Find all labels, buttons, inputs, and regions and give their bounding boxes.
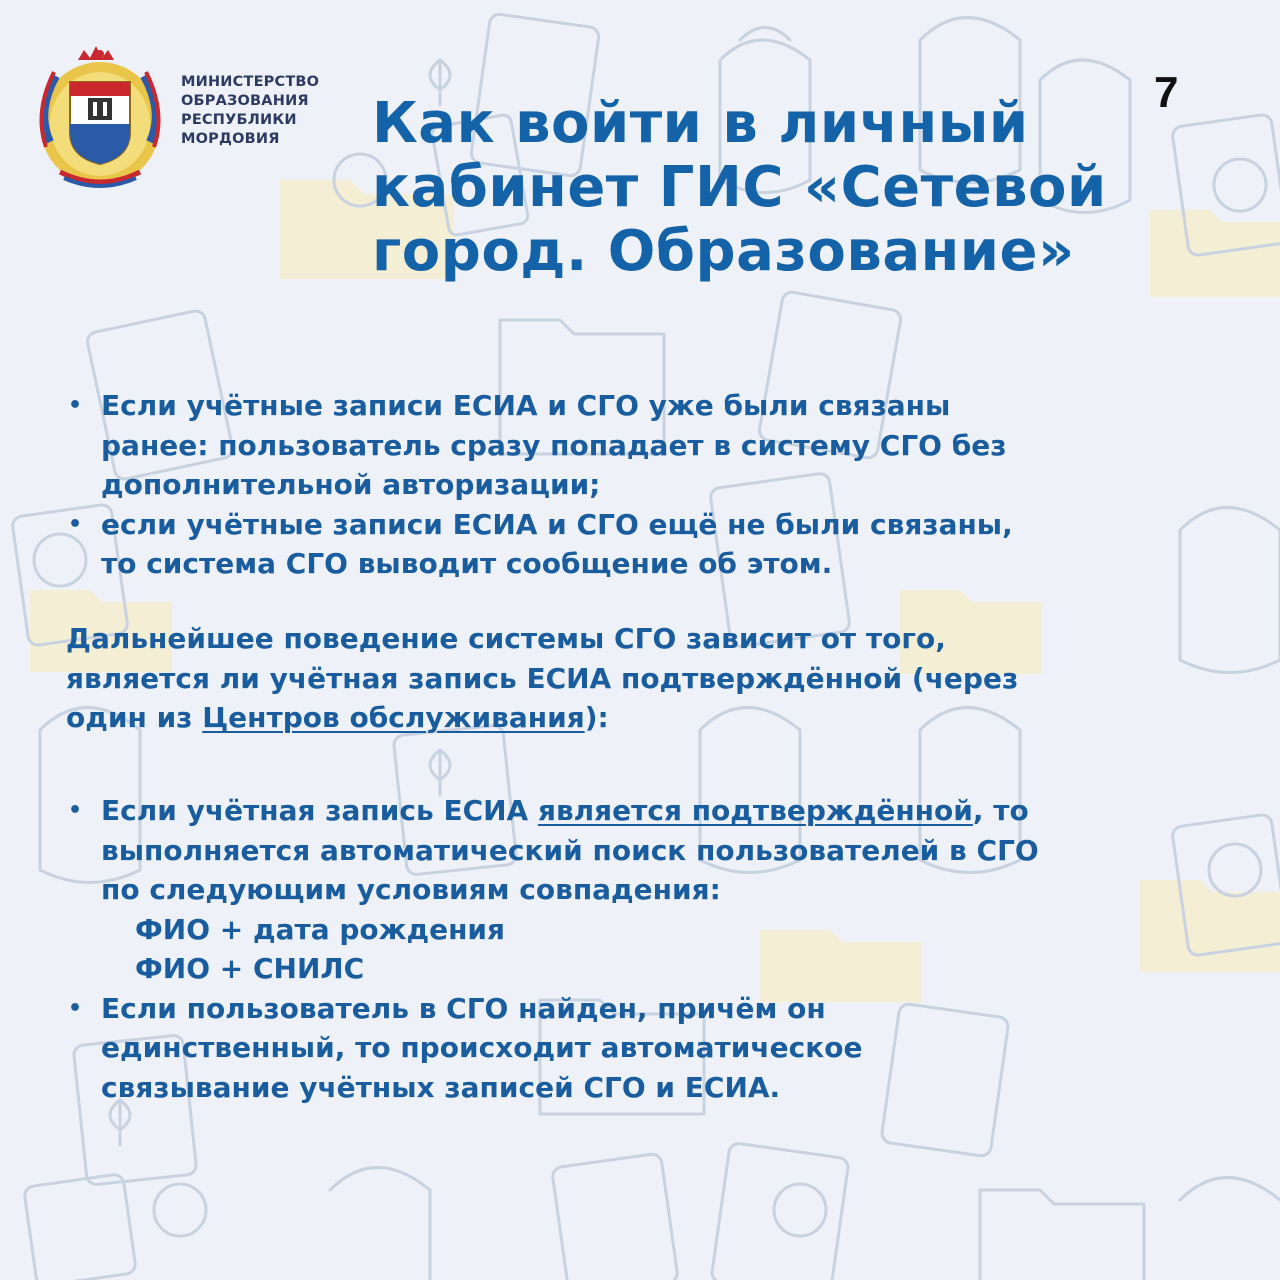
ministry-line: МИНИСТЕРСТВО xyxy=(181,74,320,90)
conditions-bullet-list xyxy=(66,791,1226,1107)
bullet-marker: • xyxy=(68,798,83,823)
text-line: является ли учётная запись ЕСИА подтверждённой (через xyxy=(66,661,1019,695)
bullet-item xyxy=(66,989,1226,1108)
text-line xyxy=(101,791,1226,831)
paragraph xyxy=(66,619,1226,738)
text-fragment: один из xyxy=(66,701,203,734)
coat-of-arms-emblem xyxy=(30,32,170,192)
text-line: единственный, то происходит автоматическое xyxy=(101,1031,863,1064)
title-line: кабинет ГИС «Сетевой xyxy=(372,155,1107,220)
ministry-name xyxy=(181,73,319,149)
text-line: если учётные записи ЕСИА и СГО ещё не были связаны, xyxy=(101,507,1013,541)
text-line: по следующим условиям совпадения: xyxy=(101,873,721,906)
bullet-marker: • xyxy=(68,995,83,1021)
text-line: ранее: пользователь сразу попадает в систему СГО без xyxy=(101,428,1007,462)
text-line: связывание учётных записей СГО и ЕСИА. xyxy=(101,1070,781,1104)
page-number: 7 xyxy=(1154,68,1179,117)
text-line: Если пользователь в СГО найден, причём он xyxy=(101,991,826,1025)
text-line: дополнительной авторизации; xyxy=(101,468,601,501)
text-line: то система СГО выводит сообщение об этом. xyxy=(101,547,833,580)
intro-bullet-list xyxy=(66,386,1226,584)
text-line: Если учётные записи ЕСИА и СГО уже были связаны xyxy=(101,389,951,422)
text-line: выполняется автоматический поиск пользователей в СГО xyxy=(101,833,1039,867)
ministry-line: МОРДОВИЯ xyxy=(181,131,280,147)
bullet-marker: • xyxy=(68,393,83,418)
bullet-marker: • xyxy=(68,511,83,537)
service-centers-link[interactable]: Центров обслуживания xyxy=(202,701,585,734)
match-condition: ФИО + СНИЛС xyxy=(135,952,365,985)
text-line xyxy=(66,698,1226,738)
text-fragment: Если учётная запись ЕСИА xyxy=(101,794,538,827)
text-line: Дальнейшее поведение системы СГО зависит от того, xyxy=(66,622,946,655)
text-fragment: , то xyxy=(972,794,1029,827)
match-condition: ФИО + дата рождения xyxy=(135,912,506,946)
ministry-line: РЕСПУБЛИКИ xyxy=(181,112,297,128)
text-fragment: ): xyxy=(584,701,609,734)
bullet-item xyxy=(66,505,1226,584)
ministry-line: ОБРАЗОВАНИЯ xyxy=(181,93,309,109)
confirmed-account-link[interactable]: является подтверждённой xyxy=(537,794,973,827)
title-line: город. Образование» xyxy=(372,219,1075,284)
bullet-item xyxy=(66,386,1226,505)
page-title xyxy=(372,92,1192,284)
bullet-item xyxy=(66,791,1226,989)
title-line: Как войти в личный xyxy=(372,91,1029,156)
